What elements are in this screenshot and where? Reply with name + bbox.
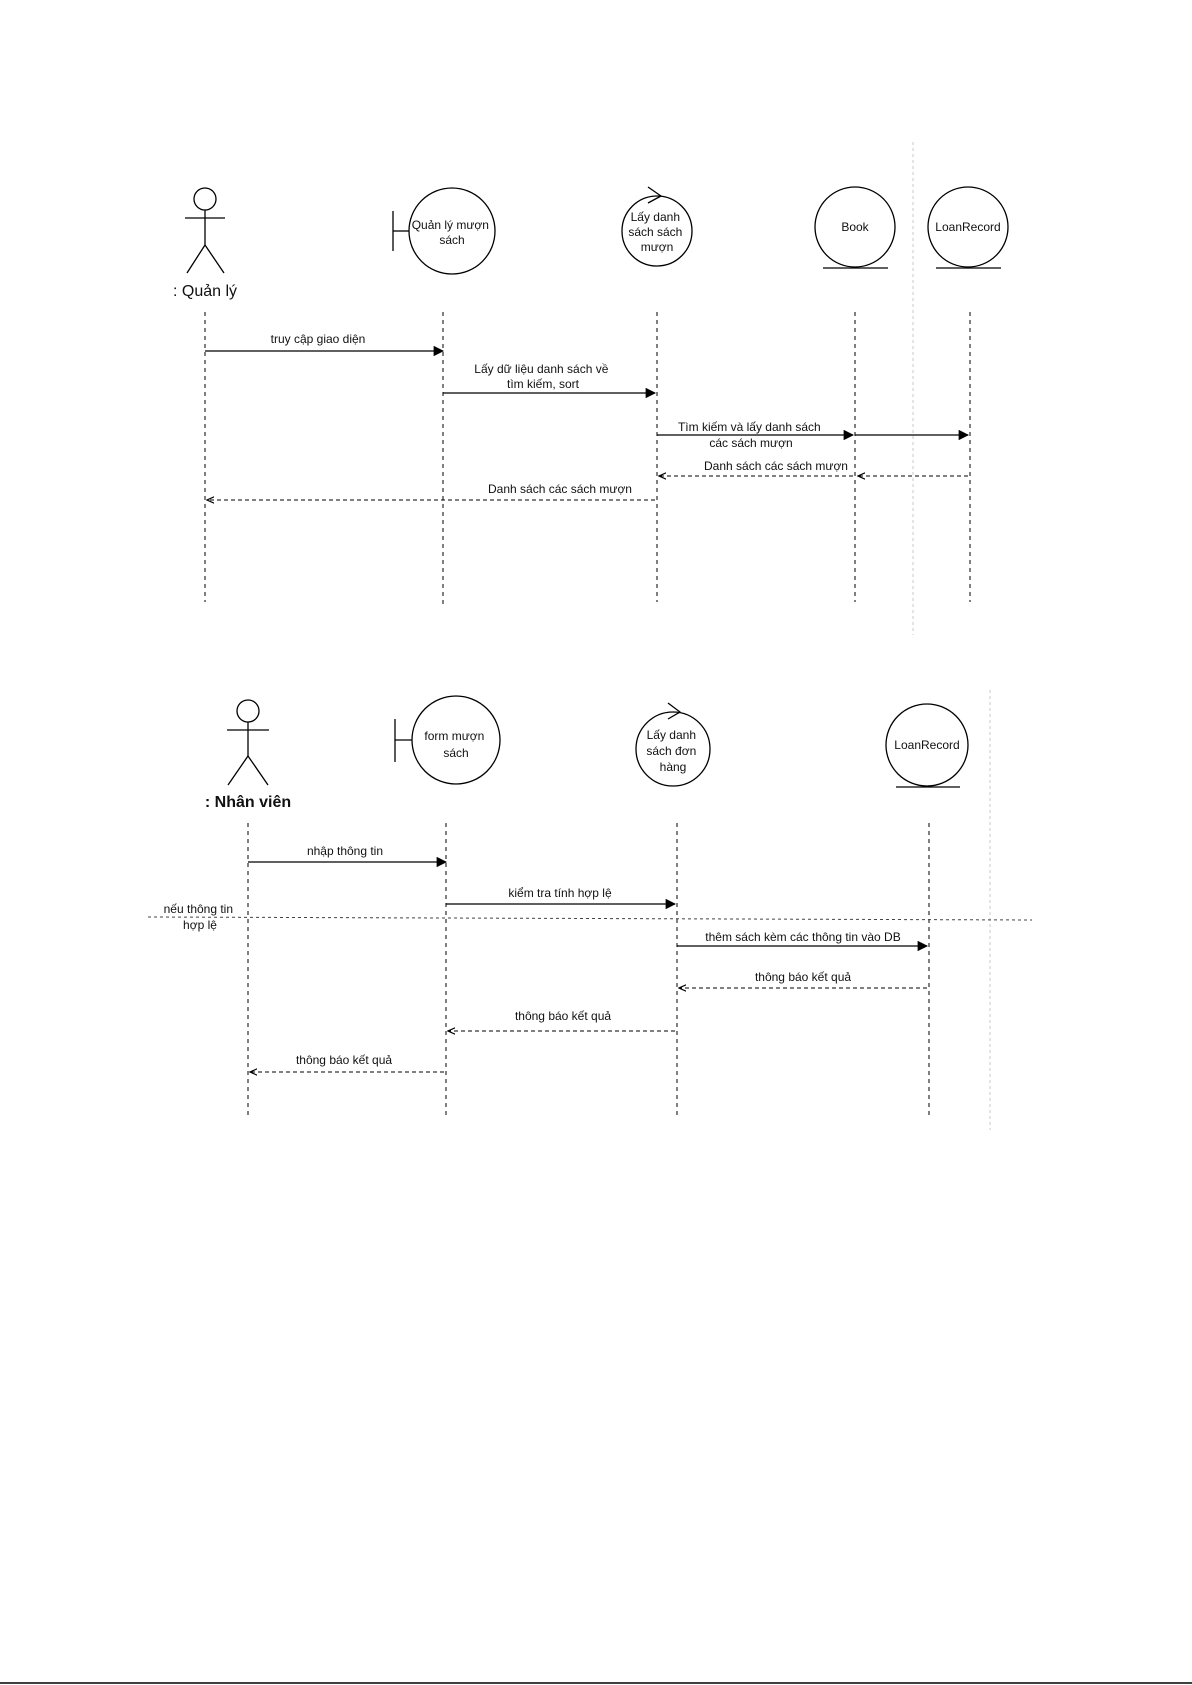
guard-label-line-1: nếu thông tin bbox=[163, 902, 234, 916]
message-2-label-line-1: Lấy dữ liệu danh sách về bbox=[474, 362, 609, 376]
message-1-label: nhập thông tin bbox=[306, 844, 384, 858]
message-4-label: thông báo kết quả bbox=[754, 970, 852, 984]
message-4 bbox=[659, 459, 968, 476]
boundary-label-line-1: Quản lý mượn bbox=[411, 218, 489, 232]
entity-loanrecord-label: LoanRecord bbox=[894, 738, 960, 752]
svg-text:Lấy dữ liệu danh sách về bbox=[474, 362, 611, 391]
message-3-label: thêm sách kèm các thông tin vào DB bbox=[705, 930, 901, 944]
control-label-line-2: sách sách bbox=[628, 225, 683, 239]
guard-label-line-2: hợp lệ bbox=[183, 918, 217, 932]
control-lay-danh-sach-sach-muon bbox=[622, 187, 692, 266]
message-5 bbox=[207, 482, 655, 500]
message-2-label: kiểm tra tính hợp lệ bbox=[508, 886, 612, 900]
message-2-label-line-2: tìm kiếm, sort bbox=[506, 377, 580, 391]
message-6-label: thông báo kết quả bbox=[295, 1053, 393, 1067]
boundary-quan-ly-muon-sach bbox=[393, 188, 495, 274]
message-6 bbox=[250, 1053, 444, 1072]
message-1 bbox=[248, 844, 446, 862]
boundary-form-muon-sach bbox=[395, 696, 500, 784]
message-2 bbox=[446, 886, 675, 904]
entity-book bbox=[815, 187, 895, 268]
message-4 bbox=[679, 970, 927, 988]
message-5-label: thông báo kết quả bbox=[514, 1009, 612, 1023]
control-label-line-1: Lấy danh bbox=[646, 728, 697, 742]
message-3 bbox=[657, 420, 968, 450]
entity-book-label: Book bbox=[841, 220, 869, 234]
message-1-label: truy cập giao diện bbox=[270, 332, 366, 346]
message-3 bbox=[677, 930, 927, 946]
control-label-line-1: Lấy danh bbox=[630, 210, 681, 224]
boundary-label-line-2: sách bbox=[439, 233, 465, 247]
boundary-label-line-1: form mượn bbox=[424, 729, 485, 743]
actor-label: : Nhân viên bbox=[204, 794, 292, 811]
message-4-label: Danh sách các sách mượn bbox=[704, 459, 848, 473]
sequence-diagram-1 bbox=[173, 142, 1008, 635]
actor-label: : Quản lý bbox=[172, 283, 238, 300]
message-3-label-line-2: các sách mượn bbox=[709, 436, 793, 450]
control-label-line-2: sách đơn bbox=[646, 744, 697, 758]
entity-loanrecord bbox=[928, 187, 1008, 268]
sequence-diagram-2 bbox=[148, 690, 1032, 1130]
message-1 bbox=[205, 332, 443, 351]
control-lay-danh-sach-don-hang bbox=[636, 703, 710, 786]
message-3-label-line-1: Tìm kiếm và lấy danh sách bbox=[677, 420, 821, 434]
message-5 bbox=[448, 1009, 675, 1031]
message-5-label: Danh sách các sách mượn bbox=[488, 482, 632, 496]
entity-loanrecord-label: LoanRecord bbox=[935, 220, 1001, 234]
entity-loanrecord bbox=[886, 704, 968, 787]
control-label-line-3: mượn bbox=[640, 240, 674, 254]
message-2 bbox=[443, 362, 655, 393]
actor-quan-ly bbox=[173, 188, 237, 300]
boundary-label-line-2: sách bbox=[443, 746, 469, 760]
control-label-line-3: hàng bbox=[659, 760, 687, 774]
guard-condition bbox=[148, 902, 1032, 932]
actor-nhan-vien bbox=[205, 700, 291, 811]
